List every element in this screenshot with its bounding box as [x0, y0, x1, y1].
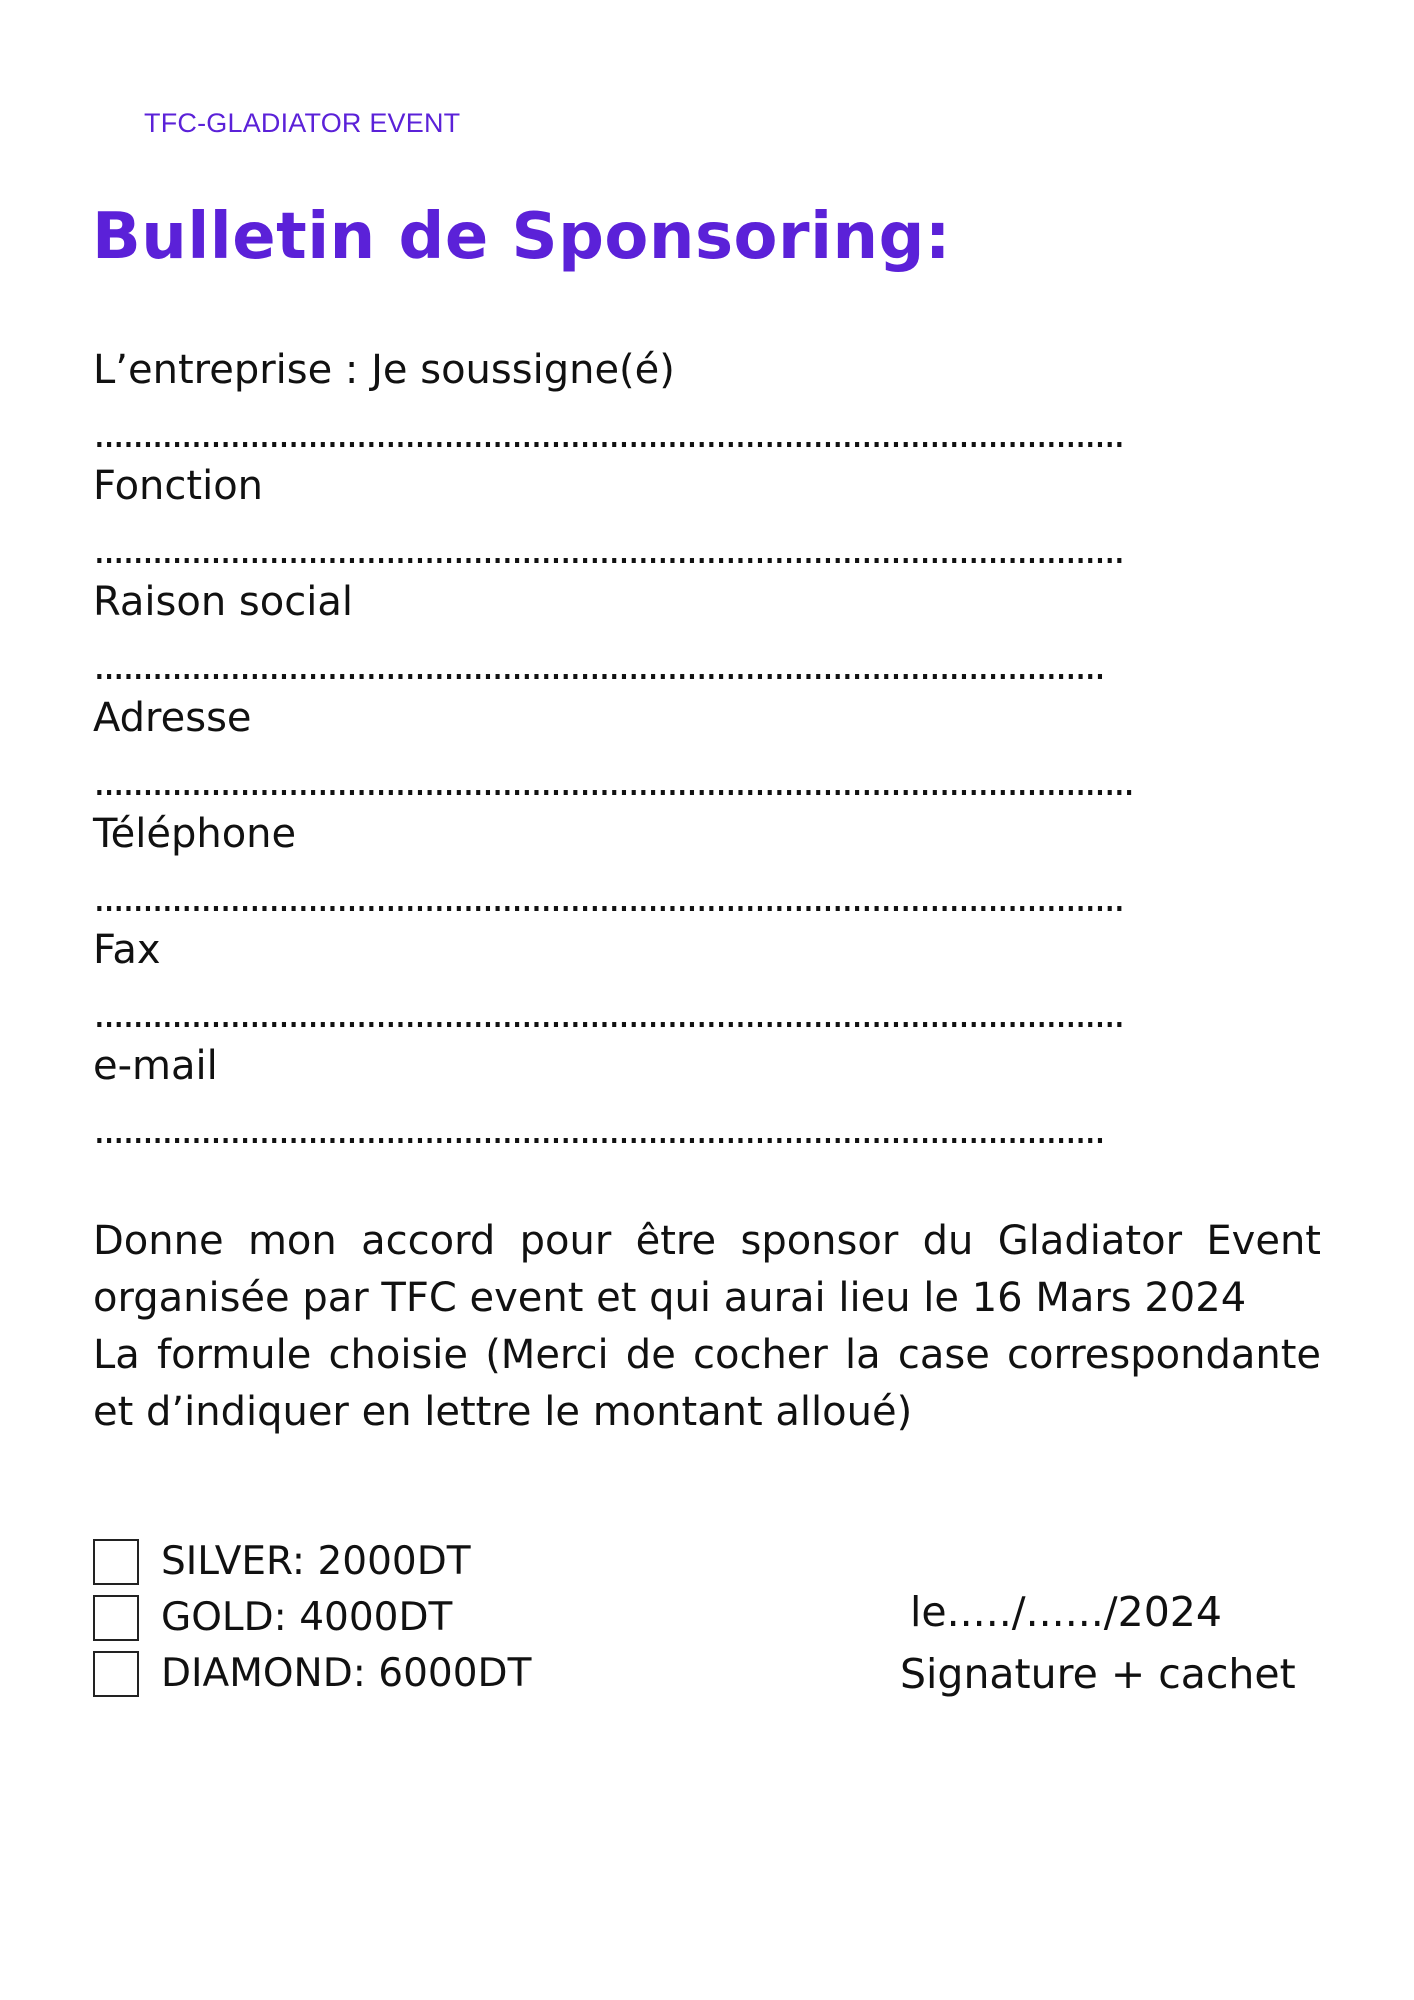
field-label-email: e-mail — [93, 1043, 218, 1089]
signature-date[interactable]: le...../....../2024 — [910, 1588, 1222, 1636]
field-input-adresse[interactable]: ........................................................................................................... — [93, 762, 1133, 802]
option-gold[interactable] — [93, 1592, 452, 1644]
diamond-label: DIAMOND: 6000DT — [161, 1651, 532, 1696]
silver-checkbox[interactable] — [93, 1539, 139, 1585]
option-silver[interactable] — [93, 1536, 471, 1588]
field-label-raison-social: Raison social — [93, 579, 353, 625]
field-label-fax: Fax — [93, 927, 161, 973]
signature-label: Signature + cachet — [900, 1650, 1296, 1698]
brand-label: TFC-GLADIATOR EVENT — [144, 108, 461, 138]
gold-label: GOLD: 4000DT — [161, 1595, 453, 1640]
field-input-raison-social[interactable]: ........................................................................................................ — [93, 646, 1104, 686]
silver-label: SILVER: 2000DT — [161, 1539, 471, 1584]
field-input-fonction[interactable]: .......................................................................................................... — [93, 530, 1123, 570]
option-diamond[interactable] — [93, 1648, 531, 1700]
field-input-fax[interactable]: .......................................................................................................... — [93, 994, 1123, 1034]
field-label-fonction: Fonction — [93, 463, 264, 509]
field-label-telephone: Téléphone — [93, 811, 297, 857]
agreement-text: Donne mon accord pour être sponsor du Gladiator Event organisée par TFC event et qui aurai lieu le 16 Mars 2024 — [93, 1218, 1321, 1321]
field-label-adresse: Adresse — [93, 695, 252, 741]
field-input-telephone[interactable]: .......................................................................................................... — [93, 878, 1123, 918]
gold-checkbox[interactable] — [93, 1595, 139, 1641]
page-title: Bulletin de Sponsoring: — [92, 200, 951, 274]
field-input-entreprise[interactable]: .......................................................................................................... — [93, 414, 1123, 454]
agreement-paragraph — [93, 1213, 1321, 1441]
field-input-email[interactable]: ........................................................................................................ — [93, 1110, 1104, 1150]
field-label-entreprise: L’entreprise : Je soussigne(é) — [93, 347, 675, 393]
diamond-checkbox[interactable] — [93, 1651, 139, 1697]
formula-instructions: La formule choisie (Merci de cocher la case correspondante et d’indiquer en lettre le montant alloué) — [93, 1332, 1321, 1435]
